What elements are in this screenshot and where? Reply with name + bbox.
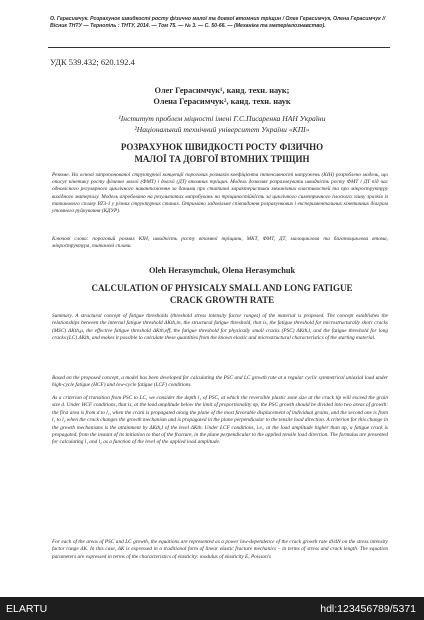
authors-en: Oleh Herasymchuk, Olena Herasymchuk	[148, 266, 296, 275]
title-en-line-2: CRACK GROWTH RATE	[169, 295, 275, 305]
title-en-line-1: CALCULATION OF PHYSICALY SMALL AND LONG FATIGUE	[91, 283, 353, 293]
author-line-1: Олег Герасимчук¹, канд. техн. наук;	[154, 86, 290, 95]
title-ua-line-2: МАЛОЇ ТА ДОВГОЇ ВТОМНИХ ТРІЩИН	[134, 154, 310, 164]
author-line-2: Олена Герасимчук², канд. техн. наук	[153, 97, 291, 106]
paragraph-equations: For each of the areas of PSC and LC growth, the equations are represented as a power law-dependence of the crack growth rate dl/dN on the stress intensity factor range ΔK. In this case, ΔK is expressed in a traditional form of linear elastic fracture mechanics – in terms of stress and crack length. The equation parameters are expressed in terms of the characteristics of elasticity: modulus of elasticity E, Poisson's	[52, 539, 388, 560]
summary-en: Summary. A structural concept of fatigue thresholds (threshold stress intensity factor ranges) of the material is proposed. The concept establishes the relationships between the internal fatigue threshold ΔKth,in, the structural fatigue threshold, that is, the fatigue threshold for microstructurally short cracks (MSC) ΔKth,μ, the effective fatigue threshold ΔKth,eff, the fatigue threshold for physically small cracks (PSC) ΔKth,l, and the fatigue threshold for long cracks (LC) ΔKth, and makes it possible to calculate these quantities from the known elastic and microstructural characteristics of the starting material.	[52, 313, 388, 342]
handle-identifier: hdl:123456789/5371	[320, 603, 416, 615]
affiliation-1: ¹Інститут проблем міцності імені Г.С.Писаренка НАН України	[118, 114, 326, 123]
paragraph-model: Based on the proposed concept, a model has been developed for calculating the PSC and LC growth rate at a regular cyclic symmetrical uniaxial load under high-cycle fatigue (HCF) and low-cycle fatigue (LCF) conditions.	[52, 375, 388, 389]
footer-bar	[0, 597, 424, 620]
udk-code: УДК 539.432; 620.192.4	[50, 57, 135, 67]
repository-label: ELARTU	[6, 603, 48, 615]
title-ua-line-1: РОЗРАХУНОК ШВИДКОСТІ РОСТУ ФІЗИЧНО	[120, 142, 324, 152]
citation-header: О. Герасимчук. Розрахунок швидкості росту фізично малої та довгої втомних тріщин / Олег Герасимчук, Олена Герасимчук // Вісник ТНТУ — Тернопіль : ТНТУ, 2014. — Том 75. — № 3. — С. 50-66. — (Механіка та матеріалознавство).	[50, 16, 386, 29]
paragraph-criterion: As a criterion of transition from PSC to LC, we consider the depth l₁ of PSC, at which the reversible plastic zone size at the crack tip will exceed the grain size d. Under HCF conditions, that is, at the load amplitude below the limit of proportionality σp, the PSC growth should be divided into two areas of growth: the first area is from d to l₁, when the crack is propagated along the plane of the most favorable displacement of individual grains, and the second one is from l₁ to l₂ when the crack changes the growth mechanism and is propagated in the plane perpendicular to the tensile load direction. A criterion for this change in the growth mechanisms is the attainment by ΔKth,l of the level ΔKth. Under LCF conditions, i.e., at the load amplitude higher than σp, a fatigue crack is propagated, from the instant of its initiation to that of the fracture, in the plane perpendicular to the applied tensile load direction. The formulas are presented for calculating l₁ and l₂ as a function of the level of the applied load amplitude.	[52, 395, 388, 446]
keywords-ua: Ключові слова: пороговий розмах КІН, швидкість росту втомної тріщини, МКТ, ФМТ, ДТ, малоциклова та багатоциклова втома, мікроструктура, титанові сплави.	[52, 236, 388, 250]
abstract-ua: Резюме. На основі запропонованої структурної концепції порогових розмахів коефіцієнта інтенсивності напружень (КІН) розроблено модель, що описує кінетику росту фізично малої (ФМТ) і довгої (ДТ) втомних тріщин. Модель дозволяє розраховувати швидкість росту ФМТ і ДТ під час одновісного регулярного циклічного навантаження за даними про статичні характеристики механічних властивостей та про мікроструктуру вихідного матеріалу. Модель апробовано на результатах випробувань на тріщиностійкість за циклічного симетричного плоского згину зразків із титанового сплаву ВТ3-1 у різних структурних станах. Отримано задовільне співпадання розрахункових і експериментальних кінетичних діаграм утомного руйнування (КДУР).	[52, 172, 388, 215]
affiliation-2: ²Національний технічний університет України «КПІ»	[134, 125, 310, 134]
header-divider	[48, 47, 390, 48]
